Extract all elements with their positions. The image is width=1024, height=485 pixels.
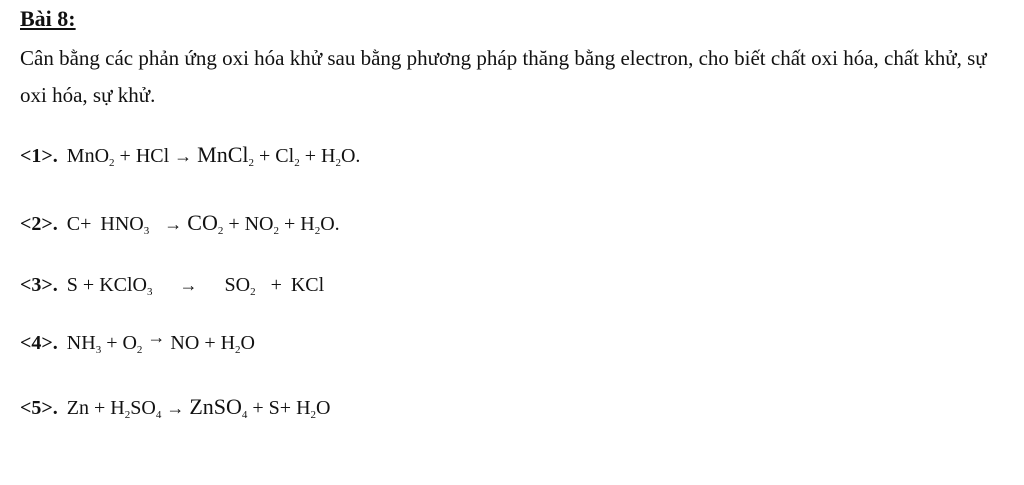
product: $Cl_2$ xyxy=(275,145,300,169)
reactant: Zn xyxy=(66,397,90,419)
reactant: S xyxy=(66,274,78,296)
reactant: $H_2SO_4$ xyxy=(110,397,162,421)
product: $H_2O$. xyxy=(320,145,361,169)
product: $H_2O$ xyxy=(296,397,331,421)
equation-label: <5>. xyxy=(20,397,58,419)
equation-4: <4>. $NH_3 + O_2$ → NO + $H_2O$ xyxy=(20,327,255,356)
product: KCl xyxy=(290,274,325,296)
reaction-arrow: → xyxy=(179,275,198,295)
equation-3: <3>. S + KClO$_3$ → $SO_2$ + KCl xyxy=(20,274,325,298)
exercise-title: Bài 8: xyxy=(20,6,76,31)
equation-label: <1>. xyxy=(20,145,58,167)
reactant: $O_2$ xyxy=(122,332,143,356)
reactant: $HNO_3$ xyxy=(100,213,150,237)
product: MnCl$_2$ xyxy=(197,142,255,169)
reactant: HCl xyxy=(135,145,170,167)
product: ZnSO$_4$ xyxy=(189,394,248,421)
reaction-arrow: → xyxy=(164,214,183,234)
reaction-arrow: → xyxy=(147,327,166,347)
reaction-arrow: → xyxy=(166,398,185,418)
product: $H_2O$ xyxy=(220,332,255,356)
equation-label: <4>. xyxy=(20,332,58,354)
reactant: KClO$_3$ xyxy=(99,274,153,298)
equation-label: <3>. xyxy=(20,274,58,296)
exercise-instruction: Cân bằng các phản ứng oxi hóa khử sau bằng phương pháp thăng bằng electron, cho biết chất oxi hóa, chất khử, sự oxi hóa, sự khử. xyxy=(20,46,987,107)
product: NO xyxy=(170,332,200,354)
product: $NO_2$ xyxy=(244,213,279,237)
product: $H_2O$. xyxy=(300,213,340,237)
equation-2: <2>. $C+ HNO_3 \to CO_2 + NO_2 + H_2O$. xyxy=(20,210,340,237)
reaction-arrow: → xyxy=(174,146,193,166)
reactant: C+ xyxy=(66,213,92,235)
reactant: $NH_3$ xyxy=(66,332,102,356)
product: $CO_2$ xyxy=(187,210,224,237)
equation-label: <2>. xyxy=(20,213,58,235)
reactant: MnO$_2$ xyxy=(66,145,115,169)
product: S+ xyxy=(268,397,292,419)
equation-5: <5>. $Zn + H_2SO_4$ → ZnSO$_4$ + $S+ H_2O$ xyxy=(20,394,331,421)
equation-1: <1>. MnO$_2$ + HCl → MnCl$_2$ + $Cl_2 + H_2O$. xyxy=(20,142,361,169)
product: $SO_2$ xyxy=(224,274,256,298)
